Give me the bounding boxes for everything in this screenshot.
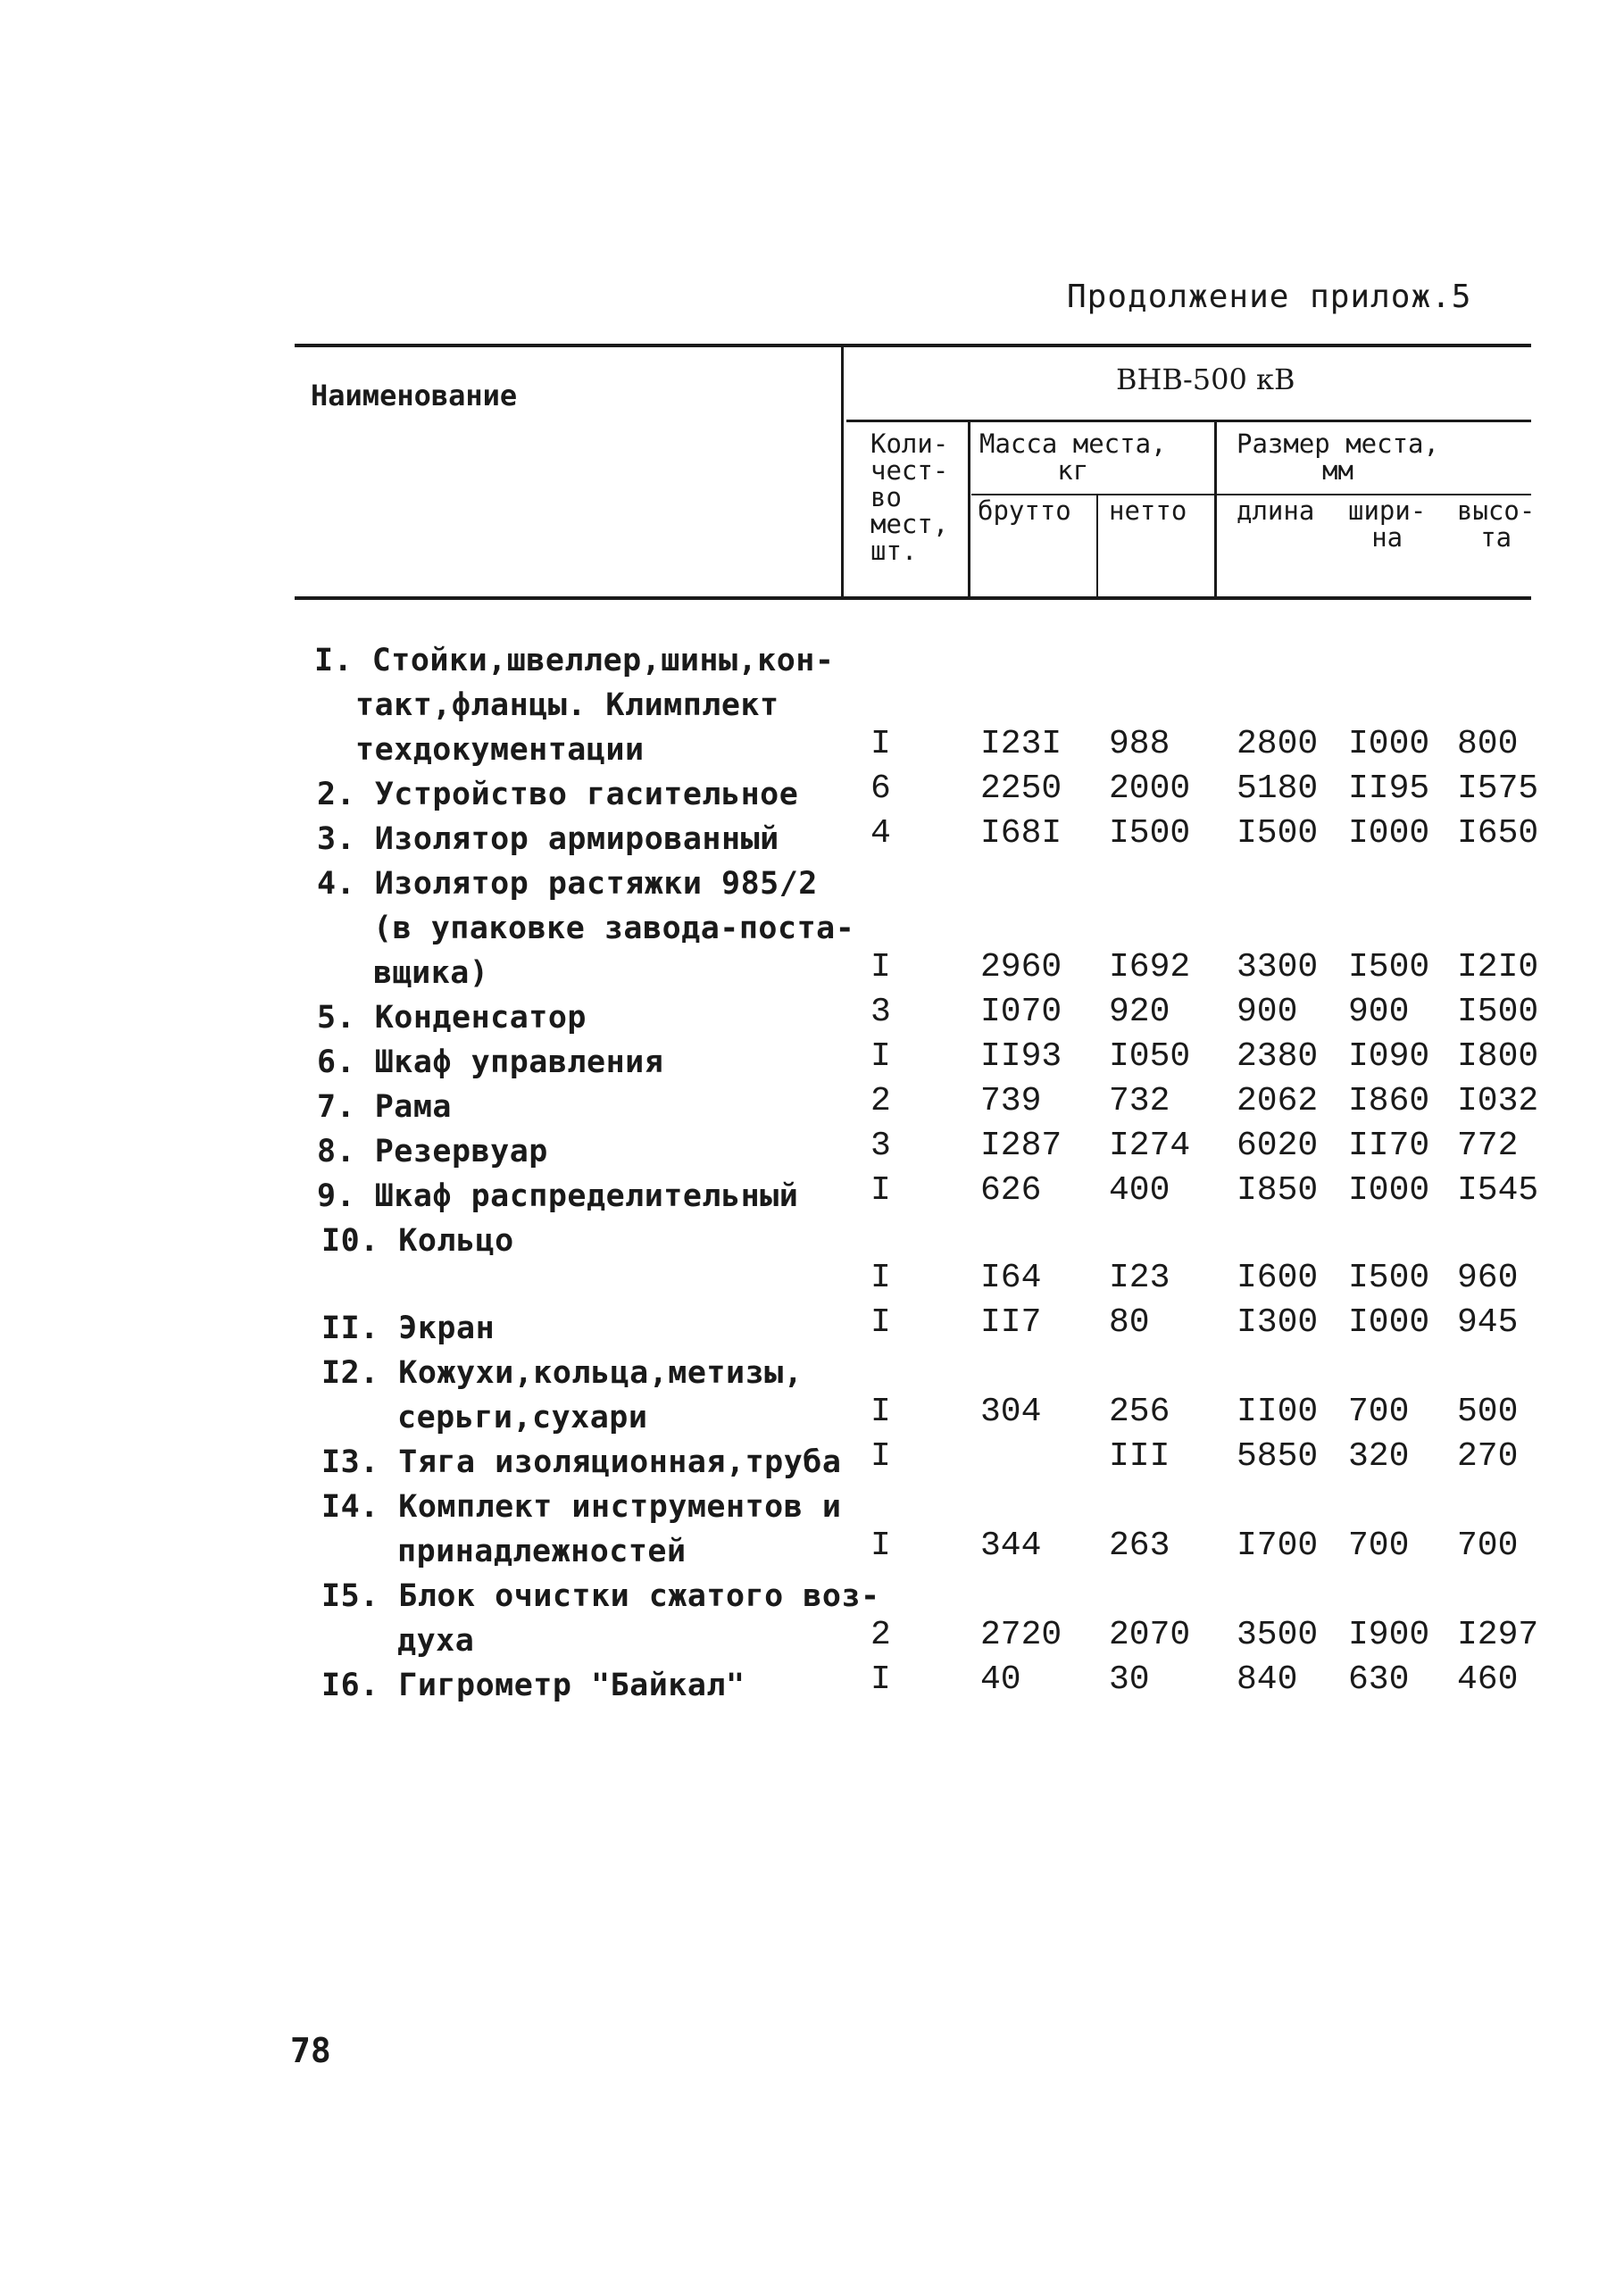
row-12-width: 700 [1348, 1393, 1410, 1431]
row-6-width: I090 [1348, 1037, 1430, 1076]
row-16-gross: 40 [980, 1660, 1021, 1699]
row-2-net: 2000 [1109, 770, 1191, 808]
row-15-name-line-2: духа [397, 1623, 475, 1659]
row-5-qty: 3 [870, 993, 891, 1031]
row-2-name-line-1: 2. Устройство гасительное [317, 777, 799, 812]
row-4-qty: I [870, 948, 891, 986]
row-2-qty: 6 [870, 770, 891, 808]
row-6-net: I050 [1109, 1037, 1191, 1076]
gross-net-divider [1096, 495, 1098, 598]
row-4-name-line-3: вщика) [373, 955, 489, 991]
row-3-name-line-1: 3. Изолятор армированный [317, 821, 779, 857]
row-13-net: III [1109, 1437, 1170, 1476]
page-number: 78 [290, 2031, 331, 2070]
row-9-width: I000 [1348, 1171, 1430, 1210]
row-10-name-line-1: I0. Кольцо [321, 1223, 514, 1259]
row-1-name-line-2: такт,фланцы. Климплект [355, 687, 779, 723]
row-1-qty: I [870, 725, 891, 763]
row-6-height: I800 [1457, 1037, 1539, 1076]
row-16-qty: I [870, 1660, 891, 1699]
name-col-divider [841, 344, 844, 598]
row-8-width: II70 [1348, 1127, 1430, 1165]
row-7-qty: 2 [870, 1082, 891, 1120]
row-11-width: I000 [1348, 1303, 1430, 1342]
row-7-gross: 739 [980, 1082, 1042, 1120]
row-12-height: 500 [1457, 1393, 1519, 1431]
row-5-length: 900 [1237, 993, 1298, 1031]
row-2-length: 5180 [1237, 770, 1319, 808]
row-5-gross: I070 [980, 993, 1062, 1031]
row-10-height: 960 [1457, 1259, 1519, 1297]
header-name-col: Наименование [311, 379, 518, 412]
table-header-bottom-rule [295, 596, 1531, 600]
row-11-qty: I [870, 1303, 891, 1342]
row-8-height: 772 [1457, 1127, 1519, 1165]
header-length: длина [1237, 495, 1315, 526]
row-11-height: 945 [1457, 1303, 1519, 1342]
qty-col-divider [968, 421, 970, 598]
row-13-name-line-1: I3. Тяга изоляционная,труба [321, 1444, 842, 1480]
row-16-name-line-1: I6. Гигрометр "Байкал" [321, 1668, 745, 1703]
row-7-height: I032 [1457, 1082, 1539, 1120]
row-4-gross: 2960 [980, 948, 1062, 986]
header-size-group: Размер места, мм [1237, 429, 1439, 486]
row-16-length: 840 [1237, 1660, 1298, 1699]
row-15-length: 3500 [1237, 1616, 1319, 1654]
row-4-name-line-2: (в упаковке завода-поста- [373, 911, 855, 946]
row-10-net: I23 [1109, 1259, 1170, 1297]
header-width: шири- на [1348, 495, 1427, 553]
row-2-height: I575 [1457, 770, 1539, 808]
header-height: высо- та [1457, 495, 1536, 553]
row-13-length: 5850 [1237, 1437, 1319, 1476]
row-7-length: 2062 [1237, 1082, 1319, 1120]
row-8-name-line-1: 8. Резервуар [317, 1134, 548, 1169]
row-12-qty: I [870, 1393, 891, 1431]
row-3-length: I500 [1237, 814, 1319, 853]
row-12-name-line-2: серьги,сухари [397, 1400, 648, 1435]
row-7-net: 732 [1109, 1082, 1170, 1120]
row-15-width: I900 [1348, 1616, 1430, 1654]
header-net: нетто [1109, 495, 1187, 526]
row-10-width: I500 [1348, 1259, 1430, 1297]
row-6-length: 2380 [1237, 1037, 1319, 1076]
row-4-width: I500 [1348, 948, 1430, 986]
row-3-height: I650 [1457, 814, 1539, 853]
row-14-length: I700 [1237, 1527, 1319, 1565]
row-8-net: I274 [1109, 1127, 1191, 1165]
row-15-name-line-1: I5. Блок очистки сжатого воз- [321, 1578, 880, 1614]
row-2-width: II95 [1348, 770, 1430, 808]
row-9-height: I545 [1457, 1171, 1539, 1210]
row-9-name-line-1: 9. Шкаф распределительный [317, 1178, 799, 1214]
row-16-width: 630 [1348, 1660, 1410, 1699]
row-14-name-line-2: принадлежностей [397, 1534, 687, 1569]
row-2-gross: 2250 [980, 770, 1062, 808]
header-gross: брутто [978, 495, 1071, 526]
row-14-name-line-1: I4. Комплект инструментов и [321, 1489, 842, 1525]
row-9-qty: I [870, 1171, 891, 1210]
row-11-name-line-1: II. Экран [321, 1311, 496, 1346]
row-13-qty: I [870, 1437, 891, 1476]
row-16-net: 30 [1109, 1660, 1150, 1699]
row-14-net: 263 [1109, 1527, 1170, 1565]
row-6-qty: I [870, 1037, 891, 1076]
row-13-width: 320 [1348, 1437, 1410, 1476]
row-8-gross: I287 [980, 1127, 1062, 1165]
row-12-gross: 304 [980, 1393, 1042, 1431]
row-9-length: I850 [1237, 1171, 1319, 1210]
row-1-height: 800 [1457, 725, 1519, 763]
row-1-name-line-3: техдокументации [355, 732, 645, 768]
row-11-gross: II7 [980, 1303, 1042, 1342]
table-top-rule [295, 344, 1531, 347]
row-12-length: II00 [1237, 1393, 1319, 1431]
row-1-gross: I23I [980, 725, 1062, 763]
group-title-rule [846, 420, 1531, 422]
row-13-height: 270 [1457, 1437, 1519, 1476]
continuation-label: Продолжение прилож.5 [1067, 279, 1472, 315]
row-1-width: I000 [1348, 725, 1430, 763]
row-4-name-line-1: 4. Изолятор растяжки 985/2 [317, 866, 818, 902]
row-5-width: 900 [1348, 993, 1410, 1031]
row-10-gross: I64 [980, 1259, 1042, 1297]
mass-size-divider [1214, 421, 1217, 598]
row-1-length: 2800 [1237, 725, 1319, 763]
row-15-qty: 2 [870, 1616, 891, 1654]
row-15-height: I297 [1457, 1616, 1539, 1654]
row-9-gross: 626 [980, 1171, 1042, 1210]
row-6-gross: II93 [980, 1037, 1062, 1076]
row-14-gross: 344 [980, 1527, 1042, 1565]
row-16-height: 460 [1457, 1660, 1519, 1699]
row-7-name-line-1: 7. Рама [317, 1089, 453, 1125]
row-12-net: 256 [1109, 1393, 1170, 1431]
row-15-net: 2070 [1109, 1616, 1191, 1654]
row-15-gross: 2720 [980, 1616, 1062, 1654]
row-10-qty: I [870, 1259, 891, 1297]
header-group-title: ВНВ-500 кВ [1116, 362, 1295, 396]
row-1-name-line-1: I. Стойки,швеллер,шины,кон- [314, 643, 835, 678]
row-8-qty: 3 [870, 1127, 891, 1165]
row-7-width: I860 [1348, 1082, 1430, 1120]
header-mass-group: Масса места, кг [979, 429, 1167, 486]
row-4-net: I692 [1109, 948, 1191, 986]
row-5-net: 920 [1109, 993, 1170, 1031]
row-4-length: 3300 [1237, 948, 1319, 986]
row-11-net: 80 [1109, 1303, 1150, 1342]
row-6-name-line-1: 6. Шкаф управления [317, 1044, 664, 1080]
row-14-width: 700 [1348, 1527, 1410, 1565]
row-1-net: 988 [1109, 725, 1170, 763]
row-9-net: 400 [1109, 1171, 1170, 1210]
row-3-width: I000 [1348, 814, 1430, 853]
row-3-qty: 4 [870, 814, 891, 853]
row-3-net: I500 [1109, 814, 1191, 853]
row-14-height: 700 [1457, 1527, 1519, 1565]
row-5-name-line-1: 5. Конденсатор [317, 1000, 587, 1036]
row-8-length: 6020 [1237, 1127, 1319, 1165]
row-4-height: I2I0 [1457, 948, 1539, 986]
row-12-name-line-1: I2. Кожухи,кольца,метизы, [321, 1355, 804, 1391]
row-11-length: I300 [1237, 1303, 1319, 1342]
row-5-height: I500 [1457, 993, 1539, 1031]
row-14-qty: I [870, 1527, 891, 1565]
row-3-gross: I68I [980, 814, 1062, 853]
header-qty-col: Коли- чест- во мест, шт. [870, 429, 949, 566]
row-10-length: I600 [1237, 1259, 1319, 1297]
